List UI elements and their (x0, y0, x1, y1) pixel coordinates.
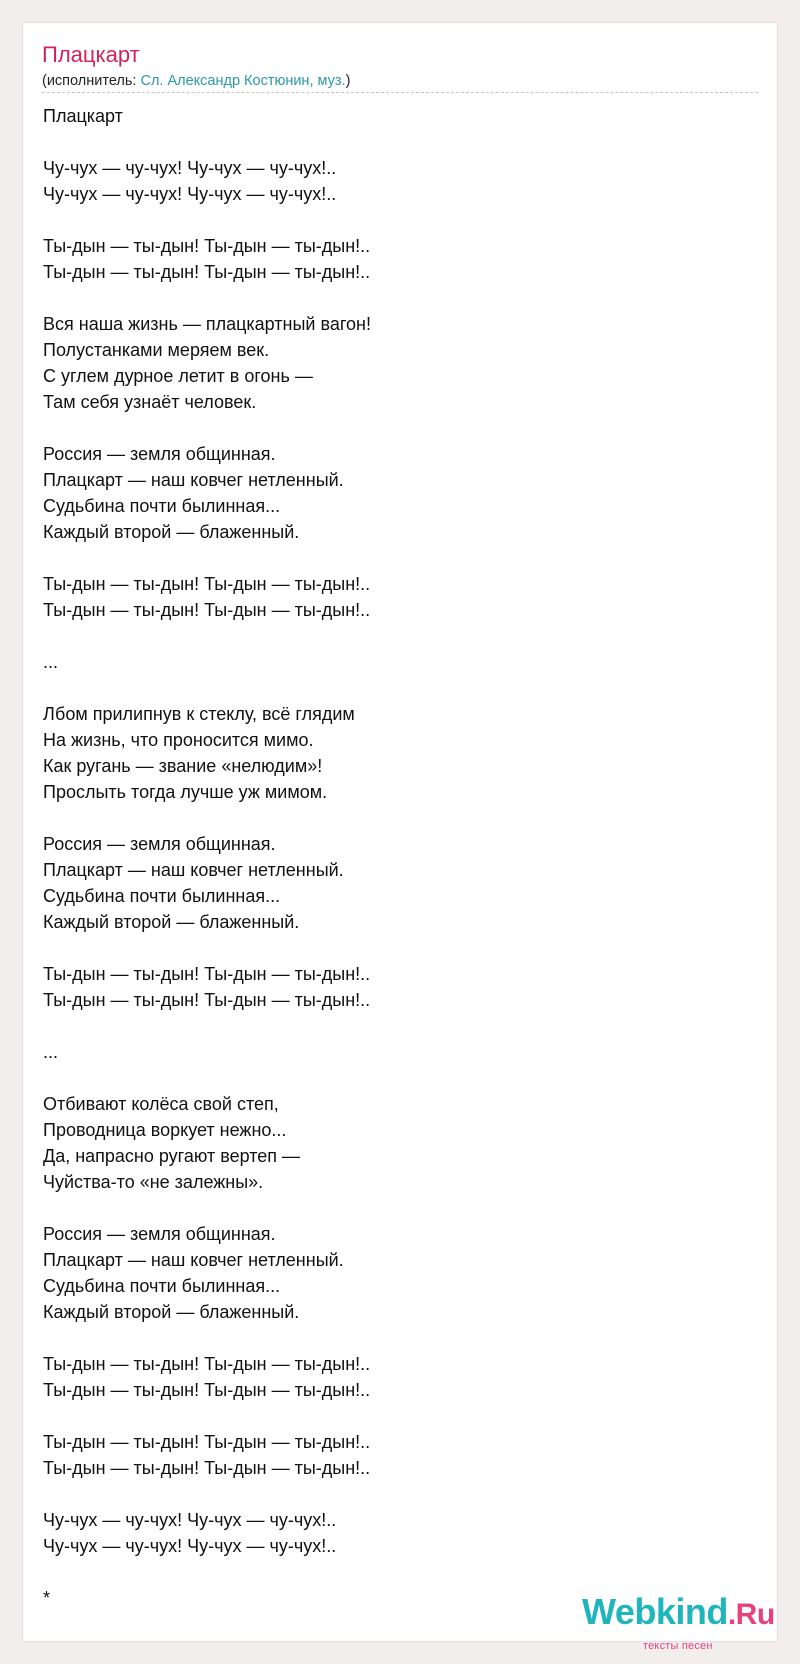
lyric-line (43, 207, 743, 233)
lyric-line: Россия — земля общинная. (43, 444, 276, 464)
logo-main: Webkind (582, 1591, 728, 1632)
lyric-line: * (43, 1588, 51, 1608)
lyric-line (43, 545, 743, 571)
performer-line (42, 73, 350, 89)
lyric-line: Да, напрасно ругают вертеп — (43, 1146, 301, 1166)
lyric-line: Судьбина почти былинная... (43, 886, 281, 906)
lyric-line: Плацкарт — наш ковчег нетленный. (43, 470, 344, 490)
lyric-line: Полустанками меряем век. (43, 340, 270, 360)
lyric-line: Каждый второй — блаженный. (43, 522, 300, 542)
lyric-line (43, 1559, 743, 1585)
lyric-line (43, 1065, 743, 1091)
lyric-line: Проводница воркует нежно... (43, 1120, 287, 1140)
lyric-line: Лбом прилипнув к стеклу, всё глядим (43, 704, 355, 724)
lyric-line: Чу-чух — чу-чух! Чу-чух — чу-чух!.. (43, 184, 337, 204)
lyric-line: Отбивают колёса свой степ, (43, 1094, 279, 1114)
lyric-line: Ты-дын — ты-дын! Ты-дын — ты-дын!.. (43, 1354, 371, 1374)
lyric-line: Прослыть тогда лучше уж мимом. (43, 782, 328, 802)
performer-prefix: (исполнитель: (42, 73, 141, 89)
lyric-line: Судьбина почти былинная... (43, 1276, 281, 1296)
lyric-line (43, 415, 743, 441)
lyric-line: Чу-чух — чу-чух! Чу-чух — чу-чух!.. (43, 158, 337, 178)
lyric-line: С углем дурное летит в огонь — (43, 366, 313, 386)
lyric-line: Ты-дын — ты-дын! Ты-дын — ты-дын!.. (43, 600, 371, 620)
logo-tagline: тексты песен (643, 1640, 713, 1652)
lyric-line (43, 1325, 743, 1351)
lyric-line: Ты-дын — ты-дын! Ты-дын — ты-дын!.. (43, 964, 371, 984)
lyric-line: Судьбина почти былинная... (43, 496, 281, 516)
lyric-line (43, 1195, 743, 1221)
lyric-line: Там себя узнаёт человек. (43, 392, 257, 412)
lyric-line: Вся наша жизнь — плацкартный вагон! (43, 314, 371, 334)
logo-suffix: .Ru (727, 1598, 775, 1631)
lyric-line: Россия — земля общинная. (43, 1224, 276, 1244)
lyric-line: Ты-дын — ты-дын! Ты-дын — ты-дын!.. (43, 574, 371, 594)
lyric-line: ... (43, 1042, 59, 1062)
lyric-line: Каждый второй — блаженный. (43, 912, 300, 932)
lyric-line: Плацкарт (43, 106, 123, 126)
lyric-line: Ты-дын — ты-дын! Ты-дын — ты-дын!.. (43, 1432, 371, 1452)
webkind-logo[interactable] (582, 1591, 775, 1632)
song-title: Плацкарт (42, 42, 140, 67)
performer-link[interactable]: Сл. Александр Костюнин, муз. (140, 73, 346, 89)
lyric-line: Ты-дын — ты-дын! Ты-дын — ты-дын!.. (43, 990, 371, 1010)
lyric-line: Как ругань — звание «нелюдим»! (43, 756, 323, 776)
lyric-line (43, 1403, 743, 1429)
lyric-line: На жизнь, что проносится мимо. (43, 730, 314, 750)
lyric-line (43, 805, 743, 831)
lyric-line: Чу-чух — чу-чух! Чу-чух — чу-чух!.. (43, 1536, 337, 1556)
lyric-line: Ты-дын — ты-дын! Ты-дын — ты-дын!.. (43, 262, 371, 282)
lyric-line (43, 675, 743, 701)
lyric-line (43, 129, 743, 155)
lyric-line (43, 285, 743, 311)
lyric-line (43, 623, 743, 649)
lyric-line (43, 1481, 743, 1507)
lyric-line: Плацкарт — наш ковчег нетленный. (43, 1250, 344, 1270)
title-divider (42, 92, 758, 93)
lyric-line (43, 935, 743, 961)
lyric-line: Плацкарт — наш ковчег нетленный. (43, 860, 344, 880)
lyric-line: ... (43, 652, 59, 672)
lyric-line: Чуйства-то «не залежны». (43, 1172, 264, 1192)
lyric-line: Чу-чух — чу-чух! Чу-чух — чу-чух!.. (43, 1510, 337, 1530)
performer-suffix: ) (345, 73, 351, 89)
lyric-line: Каждый второй — блаженный. (43, 1302, 300, 1322)
lyric-line: Ты-дын — ты-дын! Ты-дын — ты-дын!.. (43, 1458, 371, 1478)
lyric-line (43, 1013, 743, 1039)
lyric-line: Ты-дын — ты-дын! Ты-дын — ты-дын!.. (43, 236, 371, 256)
lyric-line: Ты-дын — ты-дын! Ты-дын — ты-дын!.. (43, 1380, 371, 1400)
lyrics-text (43, 103, 743, 1611)
lyric-line: Россия — земля общинная. (43, 834, 276, 854)
